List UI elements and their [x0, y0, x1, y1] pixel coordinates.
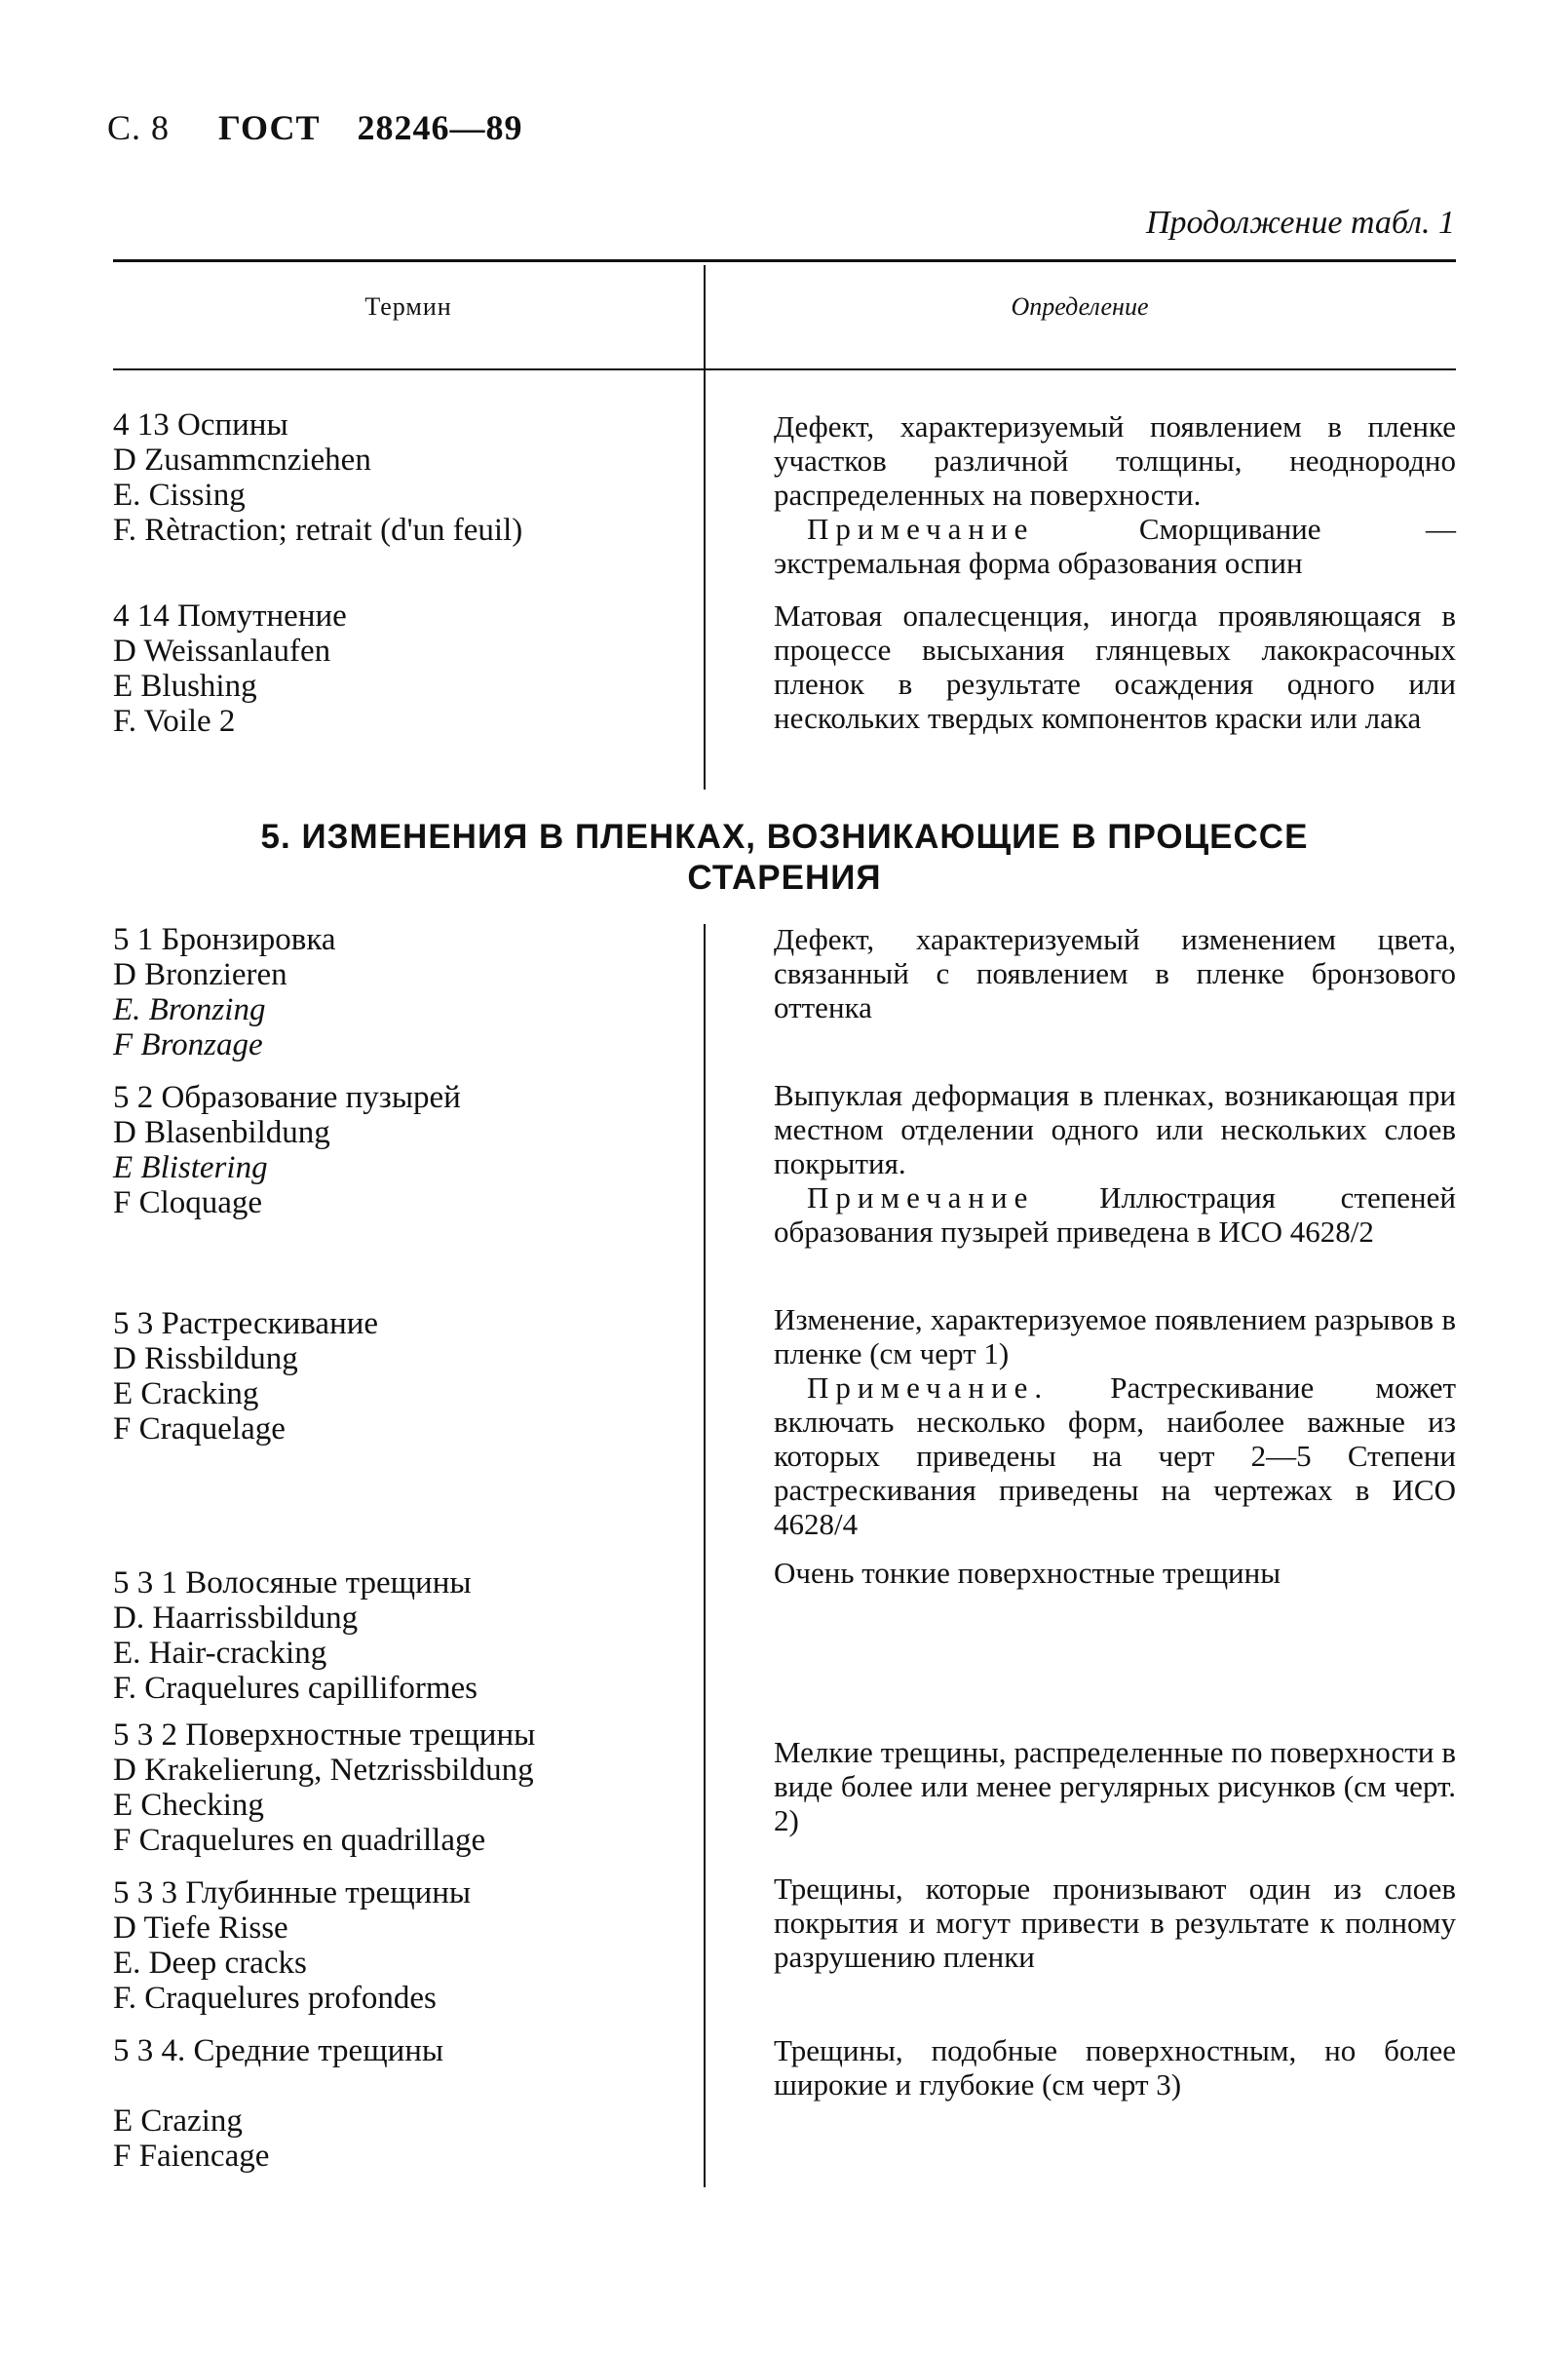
definition-text: Дефект, характеризуемый изменением цвета, связанный с появлением в пленке бронзового оттенка [774, 922, 1456, 1024]
term-line: E Crazing [113, 2103, 243, 2139]
term-line: D Bronzieren [113, 957, 287, 992]
column-divider-bottom [704, 924, 706, 2187]
term-line: D Krakelierung, Netzrissbildung [113, 1753, 534, 1788]
section-heading-line2: СТАРЕНИЯ [687, 859, 882, 897]
term-line: E. Deep cracks [113, 1946, 307, 1981]
standard-number: 28246—89 [357, 108, 523, 147]
standard-label: ГОСТ [218, 108, 321, 147]
term-line: E. Bronzing [113, 992, 266, 1027]
term-4-14 [113, 598, 347, 739]
section-heading-line1: 5. ИЗМЕНЕНИЯ В ПЛЕНКАХ, ВОЗНИКАЮЩИЕ В ПРОЦЕССЕ [260, 818, 1309, 856]
term-line: D Rissbildung [113, 1341, 298, 1376]
term-line: 5 3 Растрескивание [113, 1306, 379, 1341]
definition-5-1 [774, 922, 1456, 1024]
definition-text: Матовая опалесценция, иногда проявляющаяся в процессе высыхания глянцевых лакокрасочных пленок в результате осаждения одного или нескольких твердых компонентов краски или лака [774, 598, 1456, 735]
term-5-1 [113, 922, 336, 1062]
note-label: Примечание [807, 1180, 1035, 1215]
term-line: D Weissanlaufen [113, 634, 331, 669]
term-5-2 [113, 1080, 461, 1220]
term-line: F. Voile 2 [113, 704, 236, 739]
note-label: Примечание [807, 512, 1035, 546]
definition-text: Мелкие трещины, распределенные по поверхности в виде более или менее регулярных рисунков (см черт. 2) [774, 1735, 1456, 1837]
term-line: D Zusammcnziehen [113, 443, 371, 478]
column-header-term: Термин [364, 292, 452, 321]
term-line: 5 3 2 Поверхностные трещины [113, 1717, 536, 1753]
term-line: F Faiencage [113, 2139, 270, 2174]
definition-note [774, 1370, 1456, 1541]
table-continuation: Продолжение табл. 1 [1145, 205, 1455, 241]
term-line: D Tiefe Risse [113, 1910, 288, 1946]
term-line: E Cracking [113, 1376, 259, 1411]
term-line: E Checking [113, 1788, 264, 1823]
term-5-3-1 [113, 1565, 478, 1706]
term-line: E. Cissing [113, 478, 246, 513]
term-5-3 [113, 1306, 378, 1447]
note-text: Сморщивание — экстремальная форма образования оспин [774, 512, 1456, 580]
term-line-empty [113, 2068, 443, 2103]
term-line: F Bronzage [113, 1027, 263, 1062]
term-line: F Craquelage [113, 1411, 286, 1447]
note-label: Примечание. [807, 1370, 1050, 1405]
term-line: F Cloquage [113, 1185, 263, 1220]
term-line: 4 14 Помутнение [113, 598, 347, 634]
definition-4-14 [774, 598, 1456, 735]
term-line: D Blasenbildung [113, 1115, 330, 1150]
page-number: С. 8 [107, 108, 171, 147]
note-text: Растрескивание может включать несколько форм, наиболее важные из которых приведены на черт 2—5 Степени растрескивания приведены на чертежах в ИСО 4628/4 [774, 1370, 1456, 1541]
definition-text: Трещины, которые пронизывают один из слоев покрытия и могут привести в результате к полному разрушению пленки [774, 1871, 1456, 1974]
term-5-3-3 [113, 1875, 471, 2016]
definition-note [774, 512, 1456, 580]
section-heading [113, 817, 1456, 899]
definition-text: Выпуклая деформация в пленках, возникающая при местном отделении одного или нескольких слоев покрытия. [774, 1078, 1456, 1180]
term-5-3-2 [113, 1717, 535, 1858]
term-line: 5 2 Образование пузырей [113, 1080, 461, 1115]
term-line: 5 3 3 Глубинные трещины [113, 1875, 472, 1910]
definition-text: Дефект, характеризуемый появлением в пленке участков различной толщины, неоднородно распределенных на поверхности. [774, 409, 1456, 512]
definition-5-3-3 [774, 1871, 1456, 1974]
term-line: F. Rètraction; retrait (d'un feuil) [113, 513, 523, 548]
definition-5-3-2 [774, 1735, 1456, 1837]
term-line: 5 3 4. Средние трещины [113, 2033, 444, 2068]
definition-5-3-1 [774, 1556, 1456, 1590]
definition-4-13 [774, 409, 1456, 580]
column-header-definition: Определение [1011, 292, 1149, 321]
term-4-13 [113, 407, 522, 548]
page-header [107, 107, 522, 148]
definition-text: Изменение, характеризуемое появлением разрывов в пленке (см черт 1) [774, 1302, 1456, 1370]
definition-text: Очень тонкие поверхностные трещины [774, 1556, 1281, 1590]
definition-text: Трещины, подобные поверхностным, но более широкие и глубокие (см черт 3) [774, 2033, 1456, 2102]
table-top-rule [113, 259, 1456, 262]
table-header [113, 265, 1456, 363]
note-text: Иллюстрация степеней образования пузырей приведена в ИСО 4628/2 [774, 1180, 1456, 1249]
term-line: F. Craquelures capilliformes [113, 1671, 478, 1706]
term-line: 5 1 Бронзировка [113, 922, 336, 957]
term-5-3-4 [113, 2033, 443, 2174]
column-divider-top [704, 265, 706, 790]
term-line: D. Haarrissbildung [113, 1601, 359, 1636]
term-line: E Blistering [113, 1150, 268, 1185]
table-header-rule [113, 368, 1456, 370]
term-line: 5 3 1 Волосяные трещины [113, 1565, 472, 1601]
definition-note [774, 1180, 1456, 1249]
definition-5-2 [774, 1078, 1456, 1249]
term-line: E Blushing [113, 669, 257, 704]
definition-5-3 [774, 1302, 1456, 1541]
term-line: F. Craquelures profondes [113, 1981, 437, 2016]
term-line: 4 13 Оспины [113, 407, 288, 443]
term-line: F Craquelures en quadrillage [113, 1823, 486, 1858]
term-line: E. Hair-cracking [113, 1636, 327, 1671]
definition-5-3-4 [774, 2033, 1456, 2102]
